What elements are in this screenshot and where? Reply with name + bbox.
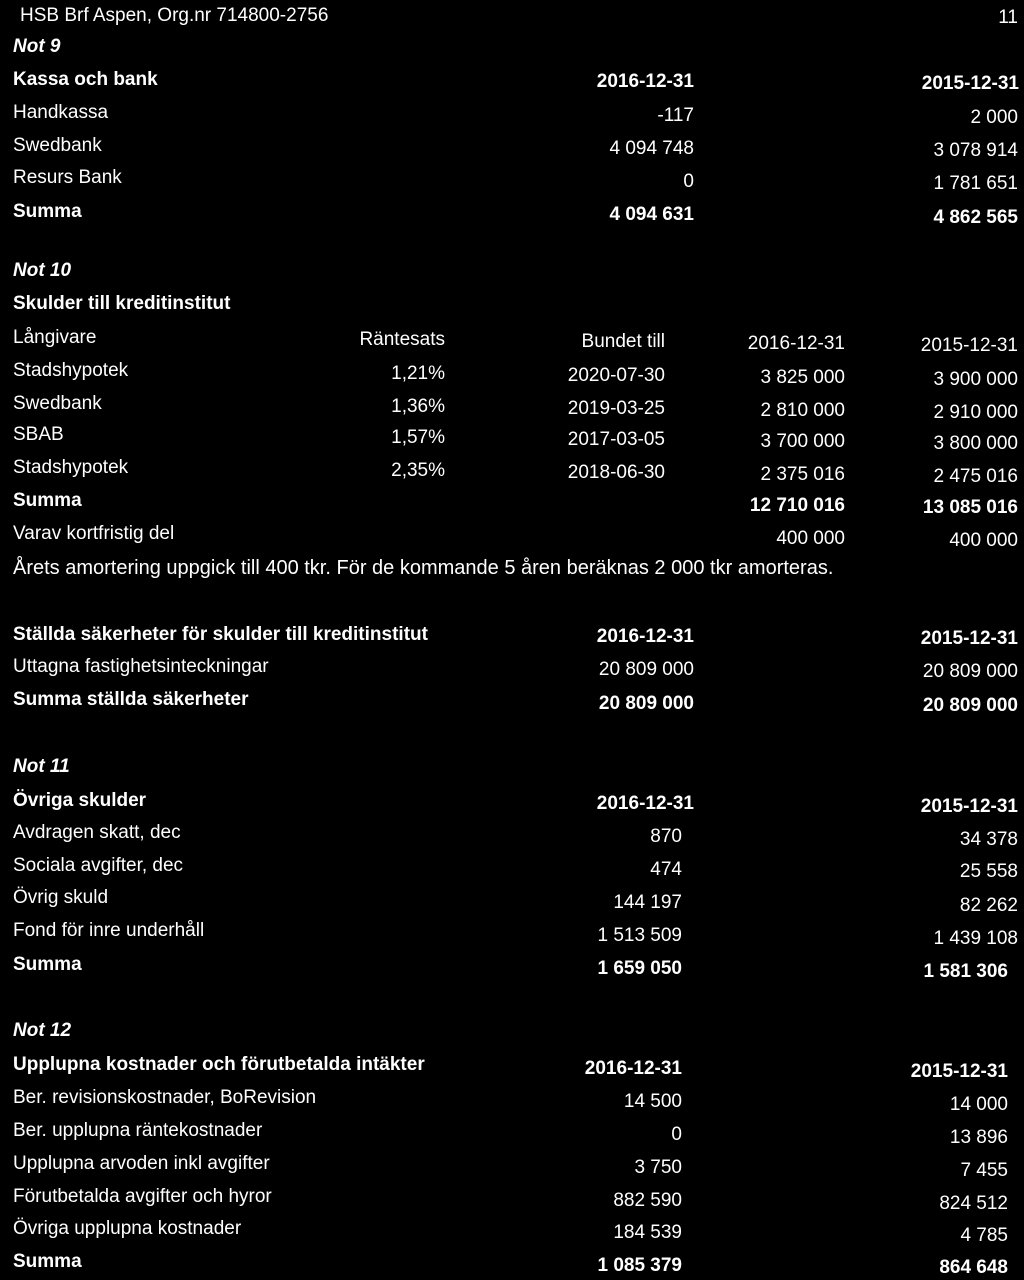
row-value-2015: 1 781 651 [933,173,1018,194]
row-value-2015: 7 455 [960,1160,1008,1181]
short-term-2016: 400 000 [776,528,845,549]
note-11-col2-header: 2015-12-31 [920,796,1018,817]
sum-label: Summa [13,490,82,511]
note-9-col2-header: 2015-12-31 [921,73,1019,94]
note-9-label: Not 9 [13,36,61,57]
row-label: Handkassa [13,102,109,123]
row-label: Swedbank [13,135,102,156]
note-12-col2-header: 2015-12-31 [910,1061,1008,1082]
sum-value-2016: 4 094 631 [609,204,694,225]
loan-rate: 1,57% [391,427,445,448]
loan-value-2016: 2 375 016 [760,464,845,485]
note-10-title: Skulder till kreditinstitut [13,293,231,314]
loan-value-2016: 3 700 000 [760,431,845,452]
row-value-2016: 3 750 [634,1157,682,1178]
row-value-2016: 20 809 000 [598,659,694,680]
sum-value-2015: 13 085 016 [922,497,1018,518]
note-12-label: Not 12 [13,1020,72,1041]
row-value-2015: 34 378 [959,829,1018,850]
loan-rate: 2,35% [391,460,445,481]
row-value-2015: 4 785 [960,1225,1008,1246]
header-2016: 2016-12-31 [747,333,845,354]
row-label: Resurs Bank [13,167,122,188]
row-value-2016: 870 [650,826,682,847]
row-value-2016: 0 [671,1124,682,1145]
loan-lender: Stadshypotek [13,360,129,381]
row-value-2016: 882 590 [613,1190,682,1211]
row-value-2015: 2 000 [970,107,1018,128]
row-value-2016: -117 [657,105,694,126]
collateral-col2-header: 2015-12-31 [920,628,1018,649]
loan-fixed-until: 2017-03-05 [567,429,665,450]
sum-label: Summa [13,201,82,222]
sum-value-2015: 864 648 [939,1257,1008,1278]
row-value-2015: 82 262 [959,895,1018,916]
row-label: Uttagna fastighetsinteckningar [13,656,269,677]
loan-rate: 1,21% [391,363,445,384]
header-langivare: Långivare [13,327,97,348]
row-label: Övriga upplupna kostnader [13,1218,242,1239]
note-9-col1-header: 2016-12-31 [596,71,694,92]
row-value-2015: 1 439 108 [933,928,1018,949]
short-term-label: Varav kortfristig del [13,523,175,544]
header-rantesats: Räntesats [359,329,445,350]
sum-label: Summa [13,954,82,975]
page-number: 11 [998,7,1018,28]
row-label: Förutbetalda avgifter och hyror [13,1186,272,1207]
loan-lender: SBAB [13,424,64,445]
loan-fixed-until: 2018-06-30 [567,462,665,483]
loan-lender: Stadshypotek [13,457,129,478]
row-value-2016: 184 539 [613,1222,682,1243]
loan-value-2015: 2 475 016 [933,466,1018,487]
sum-label: Summa ställda säkerheter [13,689,249,710]
row-value-2016: 14 500 [623,1091,682,1112]
sum-value-2016: 1 659 050 [597,958,682,979]
row-label: Ber. revisionskostnader, BoRevision [13,1087,317,1108]
row-value-2016: 0 [683,171,694,192]
row-value-2015: 20 809 000 [922,661,1018,682]
row-value-2015: 3 078 914 [933,140,1018,161]
row-value-2015: 25 558 [959,861,1018,882]
row-value-2015: 13 896 [949,1127,1008,1148]
header-bundet-till: Bundet till [581,331,665,352]
row-label: Upplupna arvoden inkl avgifter [13,1153,270,1174]
note-11-label: Not 11 [13,756,70,777]
note-12-title: Upplupna kostnader och förutbetalda intäkter [13,1054,425,1075]
row-value-2016: 474 [650,859,682,880]
row-label: Övrig skuld [13,887,109,908]
org-header: HSB Brf Aspen, Org.nr 714800-2756 [20,5,329,26]
sum-label: Summa [13,1251,82,1272]
loan-rate: 1,36% [391,396,445,417]
row-label: Fond för inre underhåll [13,920,205,941]
loan-fixed-until: 2020-07-30 [567,365,665,386]
row-value-2015: 824 512 [939,1193,1008,1214]
sum-value-2015: 4 862 565 [933,207,1018,228]
short-term-2015: 400 000 [949,530,1018,551]
sum-value-2015: 1 581 306 [923,961,1008,982]
sum-value-2016: 1 085 379 [597,1255,682,1276]
note-12-col1-header: 2016-12-31 [584,1058,682,1079]
row-label: Avdragen skatt, dec [13,822,181,843]
loan-lender: Swedbank [13,393,102,414]
loan-fixed-until: 2019-03-25 [567,398,665,419]
row-value-2016: 1 513 509 [597,925,682,946]
sum-value-2016: 20 809 000 [598,693,694,714]
loan-value-2015: 3 900 000 [933,369,1018,390]
loan-value-2016: 2 810 000 [760,400,845,421]
header-2015: 2015-12-31 [920,335,1018,356]
loan-value-2015: 3 800 000 [933,433,1018,454]
collateral-col1-header: 2016-12-31 [596,626,694,647]
row-value-2015: 14 000 [949,1094,1008,1115]
loan-value-2016: 3 825 000 [760,367,845,388]
row-label: Ber. upplupna räntekostnader [13,1120,263,1141]
row-value-2016: 4 094 748 [609,138,694,159]
sum-value-2015: 20 809 000 [922,695,1018,716]
amortization-note: Årets amortering uppgick till 400 tkr. För de kommande 5 åren beräknas 2 000 tkr amorteras. [13,557,834,579]
row-value-2016: 144 197 [613,892,682,913]
sum-value-2016: 12 710 016 [749,495,845,516]
loan-value-2015: 2 910 000 [933,402,1018,423]
note-11-col1-header: 2016-12-31 [596,793,694,814]
note-11-title: Övriga skulder [13,790,147,811]
row-label: Sociala avgifter, dec [13,855,184,876]
note-9-title: Kassa och bank [13,69,158,90]
collateral-title: Ställda säkerheter för skulder till kreditinstitut [13,624,428,645]
note-10-label: Not 10 [13,260,72,281]
